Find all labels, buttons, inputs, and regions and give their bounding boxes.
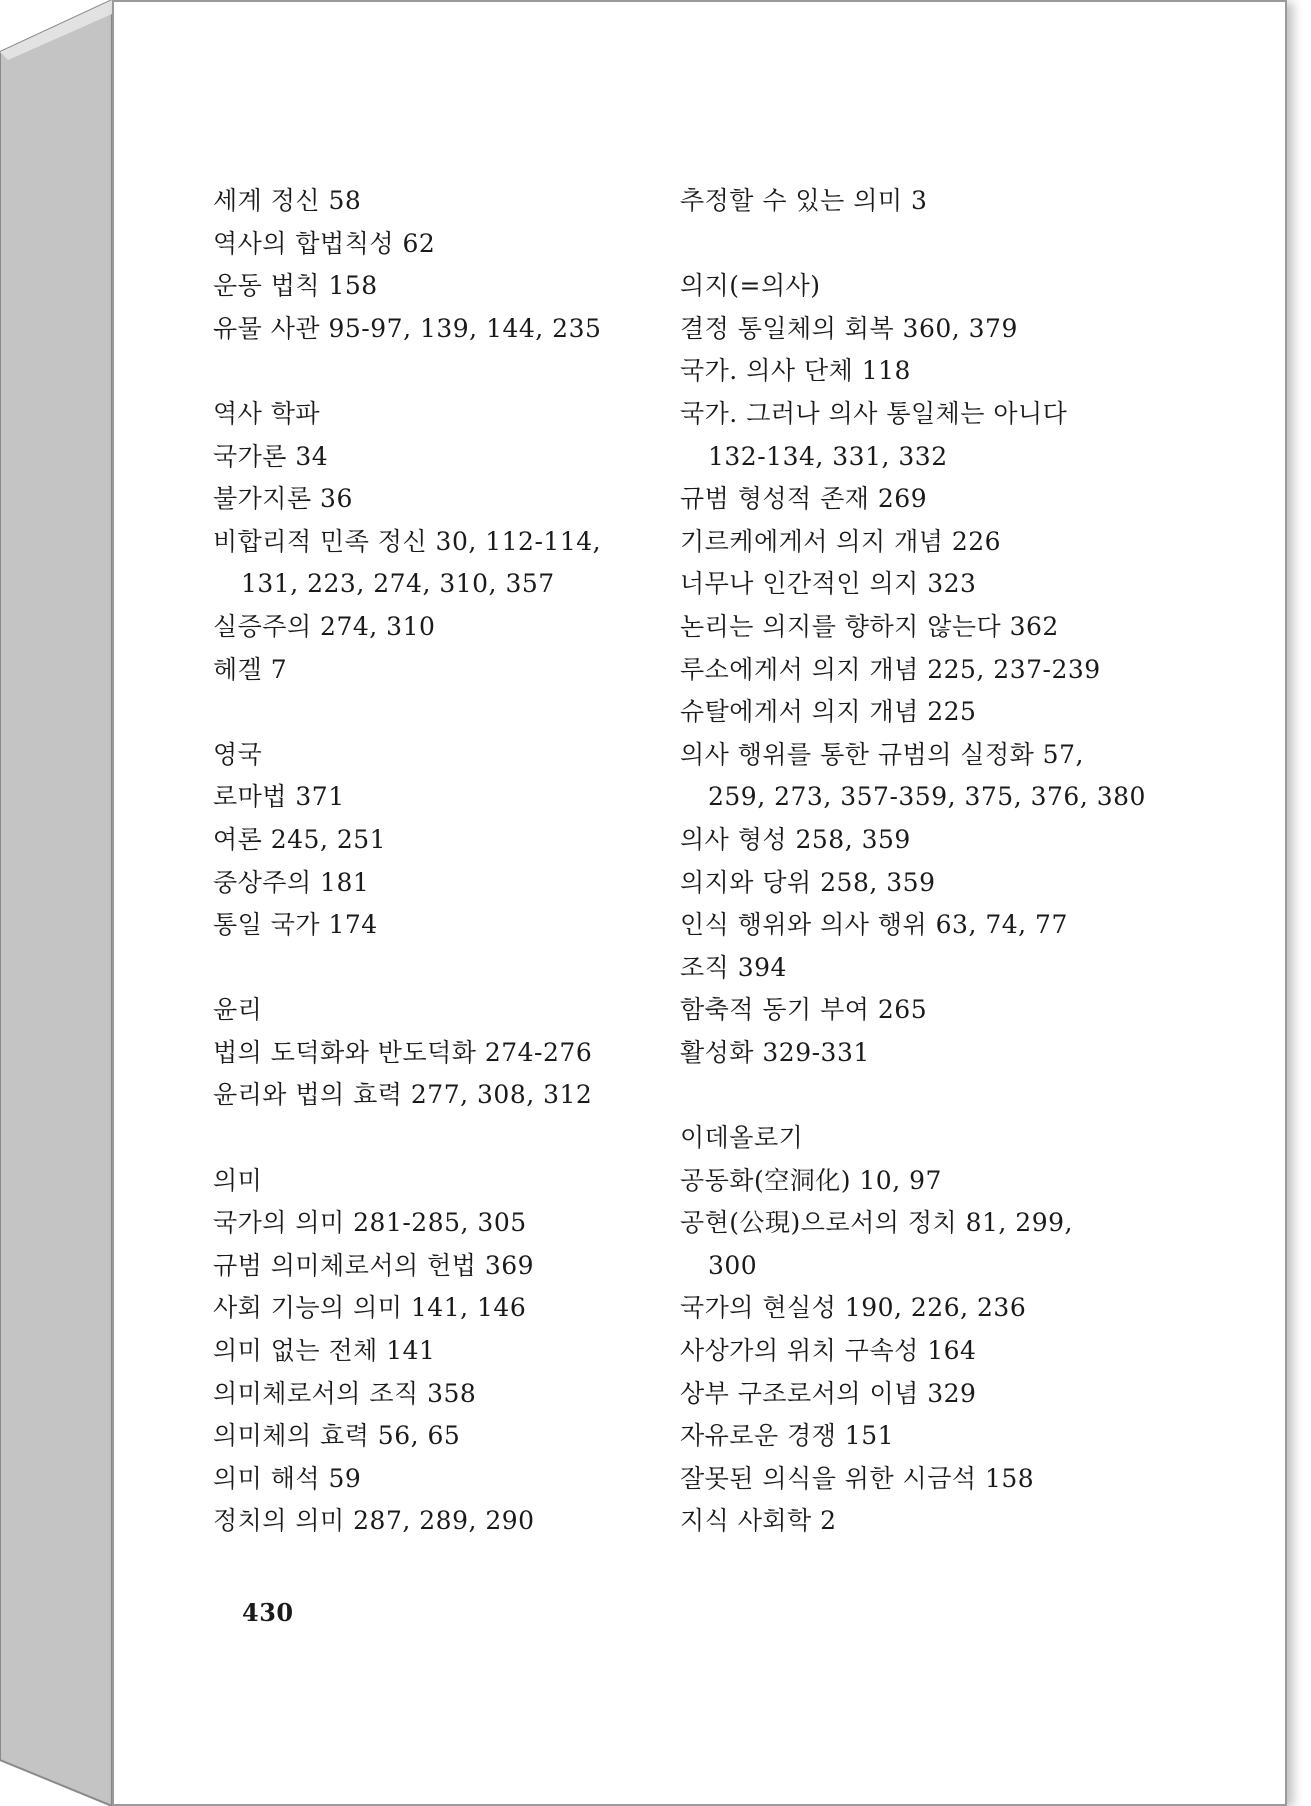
index-entry: 불가지론 36	[213, 484, 353, 514]
index-entry: 상부 구조로서의 이념 329	[680, 1378, 977, 1408]
index-entry: 국가의 현실성 190, 226, 236	[680, 1293, 1027, 1323]
index-entry: 함축적 동기 부여 265	[680, 995, 928, 1025]
index-entry: 의사 형성 258, 359	[680, 824, 911, 854]
index-entry: 국가론 34	[213, 441, 329, 471]
index-entry: 의미 없는 전체 141	[213, 1336, 436, 1366]
index-entry: 헤겔 7	[213, 654, 288, 684]
index-entry: 로마법 371	[213, 782, 345, 812]
index-entry: 인식 행위와 의사 행위 63, 74, 77	[680, 910, 1068, 940]
index-entry: 사회 기능의 의미 141, 146	[213, 1293, 527, 1323]
index-entry: 실증주의 274, 310	[213, 611, 436, 641]
spacer	[213, 350, 653, 393]
index-entry: 지식 사회학 2	[680, 1506, 837, 1536]
index-entry: 영국	[213, 739, 263, 769]
index-entry: 사상가의 위치 구속성 164	[680, 1336, 977, 1366]
index-entry: 자유로운 경쟁 151	[680, 1421, 895, 1451]
index-entry: 의미 해석 59	[213, 1463, 362, 1493]
spacer	[213, 1117, 653, 1160]
index-entry: 운동 법칙 158	[213, 271, 378, 301]
index-entry: 슈탈에게서 의지 개념 225	[680, 697, 977, 727]
index-entry: 의미	[213, 1165, 263, 1195]
index-entry: 공현(公現)으로서의 정치 81, 299,	[680, 1208, 1073, 1238]
index-entry: 너무나 인간적인 의지 323	[680, 569, 977, 599]
index-entry: 규범 형성적 존재 269	[680, 484, 928, 514]
spacer	[213, 947, 653, 990]
index-entry: 중상주의 181	[213, 867, 370, 897]
book-spine	[0, 0, 112, 1806]
index-entry: 루소에게서 의지 개념 225, 237-239	[680, 654, 1101, 684]
index-entry: 국가의 의미 281-285, 305	[213, 1208, 527, 1238]
index-entry: 의사 행위를 통한 규범의 실정화 57,	[680, 739, 1084, 769]
index-entry: 132-134, 331, 332	[708, 441, 948, 471]
index-entry: 역사의 합법칙성 62	[213, 228, 436, 258]
index-entry: 여론 245, 251	[213, 824, 387, 854]
index-entry: 의지와 당위 258, 359	[680, 867, 936, 897]
index-entry: 세계 정신 58	[213, 186, 362, 215]
index-entry: 의미체의 효력 56, 65	[213, 1421, 461, 1451]
index-entry: 의미체로서의 조직 358	[213, 1378, 477, 1408]
index-entry: 규범 의미체로서의 헌법 369	[213, 1250, 535, 1280]
index-entry: 결정 통일체의 회복 360, 379	[680, 313, 1018, 343]
index-entry: 법의 도덕화와 반도덕화 274-276	[213, 1037, 593, 1067]
index-entry: 비합리적 민족 정신 30, 112-114,	[213, 526, 602, 556]
index-entry: 131, 223, 274, 310, 357	[241, 569, 555, 599]
spacer	[213, 691, 653, 734]
index-entry: 추정할 수 있는 의미 3	[680, 186, 928, 215]
index-column-left	[213, 180, 653, 1543]
index-page	[112, 0, 1287, 1806]
page-number: 430	[242, 1598, 294, 1627]
index-entry: 이데올로기	[680, 1123, 804, 1153]
index-entry: 국가. 의사 단체 118	[680, 356, 911, 386]
index-entry: 활성화 329-331	[680, 1037, 870, 1067]
index-entry: 의지(=의사)	[680, 271, 821, 301]
spacer	[680, 1074, 1150, 1117]
index-entry: 유물 사관 95-97, 139, 144, 235	[213, 313, 602, 343]
index-entry: 정치의 의미 287, 289, 290	[213, 1506, 535, 1536]
index-entry: 논리는 의지를 향하지 않는다 362	[680, 611, 1059, 641]
index-entry: 259, 273, 357-359, 375, 376, 380	[708, 782, 1146, 812]
index-entry: 통일 국가 174	[213, 910, 378, 940]
index-entry: 조직 394	[680, 952, 787, 982]
index-entry: 기르케에게서 의지 개념 226	[680, 526, 1002, 556]
index-entry: 역사 학파	[213, 398, 321, 428]
index-column-right	[680, 180, 1150, 1543]
index-entry: 잘못된 의식을 위한 시금석 158	[680, 1463, 1035, 1493]
index-entry: 국가. 그러나 의사 통일체는 아니다	[680, 398, 1068, 428]
index-entry: 윤리	[213, 995, 263, 1025]
index-entry: 공동화(空洞化) 10, 97	[680, 1165, 942, 1195]
spacer	[680, 223, 1150, 266]
index-entry: 300	[708, 1250, 758, 1280]
index-entry: 윤리와 법의 효력 277, 308, 312	[213, 1080, 593, 1110]
